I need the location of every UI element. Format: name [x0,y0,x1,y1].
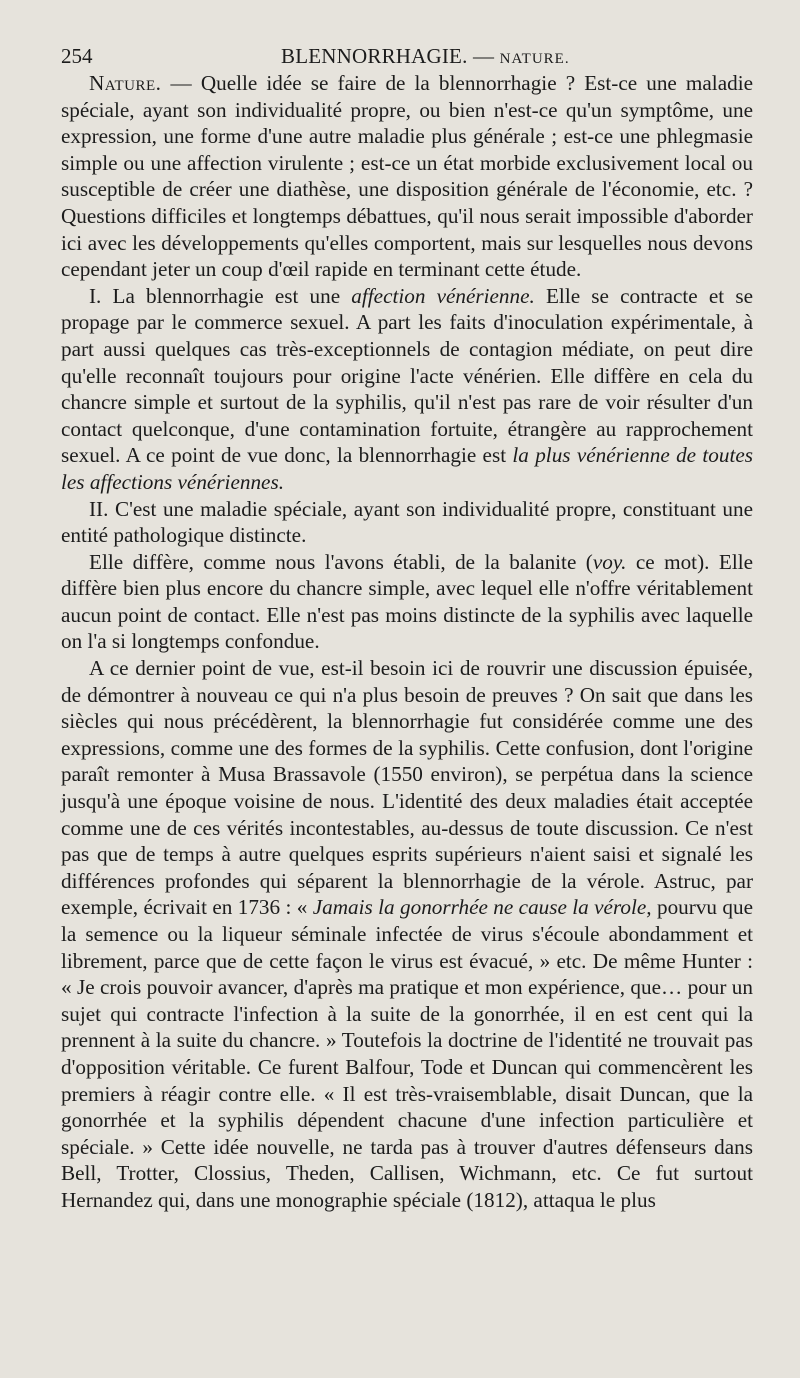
body-text [61,70,753,1214]
running-title [281,44,570,69]
text-run: pourvu que la semence ou la liqueur séminale infectée de virus s'écoule abondamment et librement, parce que de cette façon le virus est évacué, » etc. De même Hunter : « Je crois pouvoir avancer, d'après ma pratique et mon expérience, que… pour un sujet qui contracte l'infection à la suite de la gonorrhée, il en est cent qui la prennent à la suite du chancre. » Toutefois la doctrine de l'identité ne trouvait pas d'opposition véritable. Ce furent Balfour, Tode et Duncan qui commencèrent les premiers à réagir contre elle. « Il est très-vraisemblable, disait Duncan, que la gonorrhée et la syphilis dépendent chacune d'une infection particulière et spéciale. » Cette idée nouvelle, ne tarda pas à trouver d'autres défenseurs dans Bell, Trotter, Clossius, Theden, Callisen, Wichmann, etc. Ce fut surtout Hernandez qui, dans une monographie spéciale (1812), attaqua le plus [61,895,753,1212]
text-run: Elle diffère, comme nous l'avons établi, de la balanite ( [89,549,593,574]
italic-run: affection vénérienne. [351,283,535,308]
paragraph-point-1 [61,283,753,496]
text-run: A ce dernier point de vue, est-il besoin ici de rouvrir une discussion épuisée, de démontrer à nouveau ce qui n'a plus besoin de preuves ? On sait que dans les siècles qui nous précédèrent, la blennorrhagie fut considérée comme une des expressions, comme une des formes de la syphilis. Cette confusion, dont l'origine paraît remonter à Musa Brassavole (1550 environ), se perpétua dans la science jusqu'à une époque voisine de nous. L'identité des deux maladies était acceptée comme une de ces vérités incontestables, au-dessus de toute discussion. Ce n'est pas que de temps à autre quelques esprits supérieurs n'aient saisi et signalé les différences profondes qui séparent la blennorrhagie de la vérole. Astruc, par exemple, écrivait en 1736 : « [61,656,753,920]
paragraph-history [61,655,753,1213]
text-run: ce mot). Elle diffère bien plus encore du chancre simple, avec lequel elle n'offre véritablement aucun point de contact. Elle n'est pas moins distincte de la syphilis avec laquelle on l'a si longtemps confondue. [61,549,753,654]
paragraph-nature [61,70,753,283]
italic-run: Jamais la gonorrhée ne cause la vérole, [312,895,652,920]
paragraph-text: — Quelle idée se faire de la blennorrhagie ? Est-ce une maladie spéciale, ayant son individualité propre, ou bien n'est-ce qu'un symptôme, une expression, une forme d'une autre maladie plus générale ; est-ce une phlegmasie simple ou une affection virulente ; est-ce un état morbide exclusivement local ou susceptible de créer une diathèse, une disposition générale de l'économie, etc. ? Questions difficiles et longtemps débattues, qu'il nous serait impossible d'aborder ici avec les développements qu'elles comportent, mais sur lesquelles nous devons cependant jeter un coup d'œil rapide en terminant cette étude. [61,71,753,282]
running-title-main: BLENNORRHAGIE. [281,44,468,68]
running-title-dash: — [473,44,495,68]
section-lead: Nature. [89,71,162,95]
text-run: I. La blennorrhagie est une [89,283,352,308]
italic-run: voy. [592,549,627,574]
paragraph-balanite [61,549,753,655]
running-title-section: NATURE. [499,51,570,67]
page-number: 254 [61,44,93,68]
paragraph-point-2: II. C'est une maladie spéciale, ayant son individualité propre, constituant une entité pathologique distincte. [61,496,753,548]
italic-run: la plus vénérienne de toutes les affections vénériennes. [61,443,754,494]
text-run: Elle se contracte et se propage par le commerce sexuel. A part les faits d'inoculation expérimentale, à part aussi quelques cas très-exceptionnels de contagion médiate, on peut dire qu'elle reconnaît toujours pour origine l'acte vénérien. Elle diffère en cela du chancre simple et surtout de la syphilis, qu'il n'est pas rare de voir résulter d'un contact quelconque, d'une contamination fortuite, étrangère au rapprochement sexuel. A ce point de vue donc, la blennorrhagie est [61,283,753,468]
